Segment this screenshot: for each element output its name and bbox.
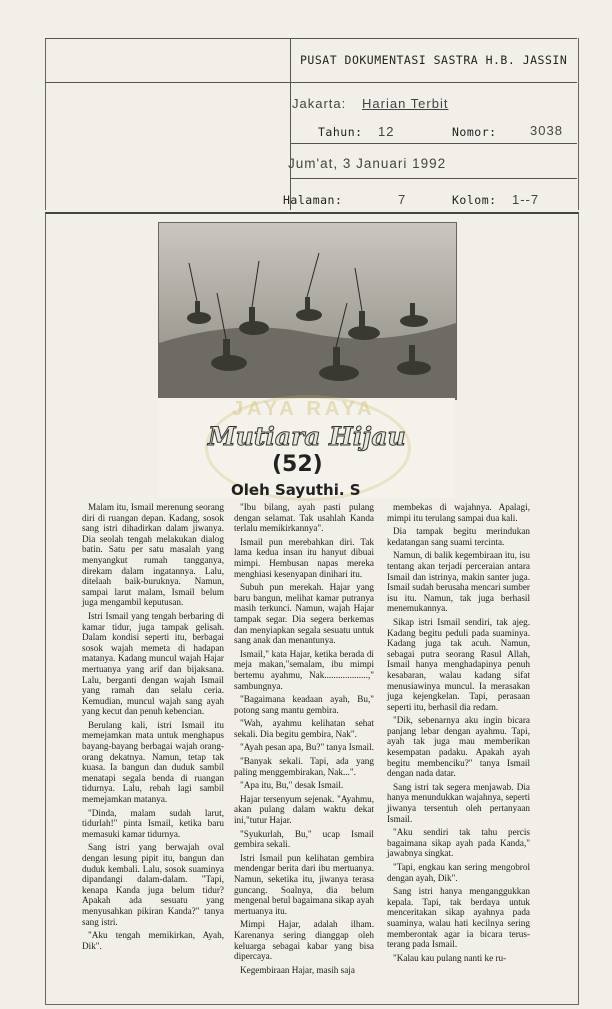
city-label: Jakarta: — [292, 96, 347, 111]
institution-name: PUSAT DOKUMENTASI SASTRA H.B. JASSIN — [300, 53, 568, 67]
article-paragraph: Namun, di balik kegembiraan itu, isu tentang akan terjadi perceraian antara Ismail dan istrinya, makin santer juga. Ismail sudah berusaha mencari sumber isu itu. Namun, tak juga berhasil menemukannya. — [387, 550, 530, 614]
article-column-2 — [234, 502, 374, 996]
header-row-rule — [290, 143, 577, 144]
article-episode-number: (52) — [272, 452, 323, 477]
article-paragraph: Malam itu, Ismail merenung seorang diri di ruangan depan. Kadang, sosok sang istri dihadirkan dalam jiwanya. Dia seolah tengah melakukan dialog batin. Satu per satu masalah yang menyangkut rumah tangganya, direkam dalam ingatannya. Lalu, ditelaah baik-buruknya. Namun, sampai larut malam, Ismail belum juga mengambil keputusan. — [82, 502, 224, 608]
header-top-rule — [45, 38, 577, 39]
article-column-3 — [387, 502, 530, 996]
kolom-value: 1--7 — [512, 192, 540, 207]
article-paragraph: "Ibu bilang, ayah pasti pulang dengan selamat. Tak usahlah Kanda terlalu memikirkannya". — [234, 502, 374, 534]
article-paragraph: Sang istri yang berwajah oval dengan lesung pipit itu, bangun dan duduk kembali. Lalu, sosok suaminya dipandangi dalam-dalam. "Tapi, kenapa Kanda juga belum tidur? Apakah ada sesuatu yang menyusahkan pikiran Kanda?" tanya sang istri. — [82, 842, 224, 927]
watermark-text: JAYA RAYA — [232, 398, 376, 420]
article-paragraph: Sang istri hanya menganggukkan kepala. Tapi, tak berdaya untuk menceritakan sikap ayahnya pada suaminya, walau hati kecilnya sering memberontak agar ia bicara terus-terang pada Ismail. — [387, 886, 530, 950]
halaman-value: 7 — [398, 192, 407, 207]
article-paragraph: "Kalau kau pulang nanti ke ru- — [393, 952, 507, 963]
article-paragraph: "Banyak sekali. Tapi, ada yang paling menggembirakan, Nak...". — [234, 756, 374, 777]
cavalry-illustration — [158, 222, 457, 400]
article-paragraph: "Aku tengah memikirkan, Ayah, Dik". — [82, 930, 224, 951]
header-mid-rule — [45, 82, 577, 83]
nomor-label: Nomor: — [452, 125, 497, 139]
article-paragraph: "Apa itu, Bu," desak Ismail. — [240, 780, 344, 791]
publication-name: Harian Terbit — [362, 96, 449, 111]
article-paragraph: Mimpi Hajar, adalah ilham. Karenanya sering dianggap oleh keluarga sebagai kabar yang bisa dipercaya. — [234, 919, 374, 962]
article-paragraph: Ismail," kata Hajar, ketika berada di meja makan,"semalam, ibu mimpi bertemu ayahmu, Nak...................," sambungnya. — [234, 648, 374, 691]
article-paragraph: Berulang kali, istri Ismail itu memejamkan mata untuk menghapus bayang-bayang berbagai wajah orang-orang dekatnya. Namun, tetap tak kuasa. Ia bangun dan duduk sambil menatapi segala benda di ruangan tidurnya. Lalu, rebah lagi sambil memejamkan matanya. — [82, 719, 224, 805]
article-paragraph: Istri Ismail yang tengah berbaring di kamar tidur, juga tampak gelisah. Dalam kondisi seperti itu, berbagai sosok wajah memeta di hadapan matanya. Kadang muncul wajah Hajar mertuanya yang arif dan bijaksana. Lalu, berganti dengan wajah Ismail yang ramah dan selalu ceria. Kemudian, muncul wajah sang ayah yang kecut dan penuh kebencian. — [82, 610, 224, 717]
article-paragraph: Subuh pun merekah. Hajar yang baru bangun, melihat kamar putranya masih terkunci. Namun, wajah Hajar tampak segar. Dia segera berkemas dan menyiapkan segala sesuatu untuk sang anak dan menantunya. — [234, 582, 374, 646]
article-paragraph: "Ayah pesan apa, Bu?" tanya Ismail. — [240, 742, 374, 753]
tahun-value: 12 — [378, 124, 395, 139]
article-paragraph: Sang istri tak segera menjawab. Dia hanya menundukkan wajahnya, seperti jiwanya tersentuh oleh pertanyaan Ismail. — [387, 781, 530, 824]
article-paragraph: Kegembiraan Hajar, masih saja — [240, 964, 355, 975]
article-paragraph: "Aku sendiri tak tahu percis bagaimana sikap ayah pada Kanda," jawabnya singkat. — [387, 827, 530, 859]
header-row-rule-2 — [290, 178, 577, 179]
battle-scene-image — [159, 223, 456, 399]
article-author: Oleh Sayuthi. S — [231, 481, 361, 499]
article-paragraph: Dia tampak begitu merindukan kedatangan sang suami tercinta. — [387, 526, 530, 547]
publication-date: Jum'at, 3 Januari 1992 — [288, 156, 447, 171]
article-title: Mutiara Hijau — [208, 422, 406, 451]
article-paragraph: "Bagaimana keadaan ayah, Bu," potong sang mantu gembira. — [234, 694, 374, 715]
article-paragraph: Istri Ismail pun kelihatan gembira mendengar berita dari ibu mertuanya. Namun, seketika itu, jiwanya terasa guncang. Soalnya, dia belum mengenal betul bagaimana sikap ayah mertuanya itu. — [234, 852, 374, 916]
header-inner-border — [290, 83, 291, 210]
article-paragraph: Ismail pun merebahkan diri. Tak lama kedua insan itu hanyut dibuai mimpi. Hembusan napas mereka menghiasi kesenyapan dinihari itu. — [234, 536, 374, 579]
article-column-1 — [82, 502, 224, 996]
article-paragraph: "Syukurlah, Bu," ucap Ismail gembira sekali. — [234, 828, 374, 850]
header-divider — [290, 38, 291, 83]
article-paragraph: "Dik, sebenarnya aku ingin bicara panjang lebar dengan ayahmu. Tapi, ayah tak juga mau memberikan kesempatan padaku. Apakah ayah begitu membenciku?" tanya Ismail dengan nada datar. — [387, 715, 530, 779]
article-paragraph: "Dinda, malam sudah larut, tidurlah!" pinta Ismail, ketika baru memasuki kamar tidurnya. — [82, 807, 224, 839]
article-paragraph: membekas di wajahnya. Apalagi, mimpi itu terulang sampai dua kali. — [387, 502, 530, 523]
tahun-label: Tahun: — [318, 125, 363, 139]
article-paragraph: "Tapi, engkau kan sering mengobrol dengan ayah, Dik". — [387, 862, 530, 883]
nomor-value: 3038 — [530, 123, 563, 138]
article-paragraph: Sikap istri Ismail sendiri, tak ajeg. Kadang begitu peduli pada suaminya. Kadang juga tak acuh. Namun, sebagai putra seorang Rasul Allah, Ismail hanya menghadapinya penuh kesabaran, walau kadang sifat menusiawinya muncul. Ia merasakan juga kejengkelan. Tapi, perasaan seperti itu, berhasil dia redam. — [387, 616, 530, 712]
article-paragraph: "Wah, ayahmu kelihatan sehat sekali. Dia begitu gembira, Nak". — [234, 718, 374, 739]
article-paragraph: Hajar tersenyum sejenak. "Ayahmu, akan pulang dalam waktu dekat ini,"tutur Hajar. — [234, 793, 374, 826]
halaman-label: Halaman: — [283, 193, 343, 207]
kolom-label: Kolom: — [452, 193, 497, 207]
